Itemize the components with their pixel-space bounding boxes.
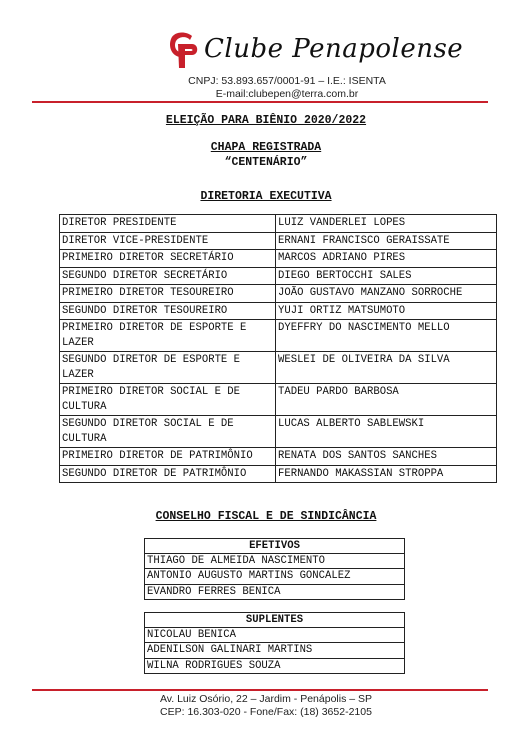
table-row	[60, 320, 497, 352]
cnpj-line: CNPJ: 53.893.657/0001-91 – I.E.: ISENTA	[188, 75, 386, 87]
member-name-cell: DIEGO BERTOCCHI SALES	[276, 267, 497, 285]
member-name: EVANDRO FERRES BENICA	[145, 584, 405, 599]
list-item	[145, 569, 405, 584]
member-name-cell: MARCOS ADRIANO PIRES	[276, 250, 497, 268]
member-name-cell: LUIZ VANDERLEI LOPES	[276, 215, 497, 233]
role-cell: PRIMEIRO DIRETOR TESOUREIRO	[60, 285, 276, 303]
member-name-cell: YUJI ORTIZ MATSUMOTO	[276, 302, 497, 320]
club-name: Clube Penapolense	[204, 34, 464, 64]
table-row	[60, 465, 497, 483]
member-name: THIAGO DE ALMEIDA NASCIMENTO	[145, 554, 405, 569]
table-row	[60, 285, 497, 303]
list-item	[145, 584, 405, 599]
member-name: NICOLAU BENICA	[145, 628, 405, 643]
role-cell: PRIMEIRO DIRETOR SECRETÁRIO	[60, 250, 276, 268]
table-row	[60, 448, 497, 466]
page-title: ELEIÇÃO PARA BIÊNIO 2020/2022	[165, 114, 367, 127]
letterhead	[0, 0, 532, 104]
efetivos-header-row	[145, 539, 405, 554]
member-name-cell: WESLEI DE OLIVEIRA DA SILVA	[276, 352, 497, 384]
list-item	[145, 658, 405, 673]
role-cell: DIRETOR VICE-PRESIDENTE	[60, 232, 276, 250]
footer-address: Av. Luiz Osório, 22 – Jardim - Penápolis – SP	[159, 693, 373, 705]
diretoria-heading: DIRETORIA EXECUTIVA	[200, 190, 332, 203]
footer-contact: CEP: 16.303-020 - Fone/Fax: (18) 3652-2105	[160, 706, 372, 718]
chapa-name: “CENTENÁRIO”	[224, 156, 308, 169]
member-name: ADENILSON GALINARI MARTINS	[145, 643, 405, 658]
table-row	[60, 215, 497, 233]
role-cell: SEGUNDO DIRETOR TESOUREIRO	[60, 302, 276, 320]
cp-monogram-logo-icon	[166, 30, 200, 70]
footer-divider	[32, 689, 488, 691]
suplentes-label: SUPLENTES	[145, 613, 405, 628]
role-cell: SEGUNDO DIRETOR DE ESPORTE E LAZER	[60, 352, 276, 384]
chapa-label: CHAPA REGISTRADA	[210, 141, 322, 154]
diretoria-table	[59, 214, 497, 483]
member-name-cell: RENATA DOS SANTOS SANCHES	[276, 448, 497, 466]
member-name-cell: ERNANI FRANCISCO GERAISSATE	[276, 232, 497, 250]
table-row	[60, 267, 497, 285]
member-name-cell: TADEU PARDO BARBOSA	[276, 384, 497, 416]
table-row	[60, 250, 497, 268]
table-row	[60, 302, 497, 320]
list-item	[145, 554, 405, 569]
role-cell: SEGUNDO DIRETOR SECRETÁRIO	[60, 267, 276, 285]
role-cell: SEGUNDO DIRETOR DE PATRIMÔNIO	[60, 465, 276, 483]
header-divider	[32, 101, 488, 103]
table-row	[60, 352, 497, 384]
role-cell: PRIMEIRO DIRETOR DE ESPORTE E LAZER	[60, 320, 276, 352]
role-cell: PRIMEIRO DIRETOR SOCIAL E DE CULTURA	[60, 384, 276, 416]
table-row	[60, 416, 497, 448]
role-cell: PRIMEIRO DIRETOR DE PATRIMÔNIO	[60, 448, 276, 466]
email-line: E-mail:clubepen@terra.com.br	[215, 88, 359, 100]
conselho-heading: CONSELHO FISCAL E DE SINDICÂNCIA	[155, 510, 377, 523]
suplentes-table	[144, 612, 405, 674]
list-item	[145, 628, 405, 643]
table-row	[60, 384, 497, 416]
member-name: WILNA RODRIGUES SOUZA	[145, 658, 405, 673]
suplentes-header-row	[145, 613, 405, 628]
member-name-cell: JOÃO GUSTAVO MANZANO SORROCHE	[276, 285, 497, 303]
member-name-cell: LUCAS ALBERTO SABLEWSKI	[276, 416, 497, 448]
member-name: ANTONIO AUGUSTO MARTINS GONCALEZ	[145, 569, 405, 584]
member-name-cell: DYEFFRY DO NASCIMENTO MELLO	[276, 320, 497, 352]
efetivos-table	[144, 538, 405, 600]
role-cell: SEGUNDO DIRETOR SOCIAL E DE CULTURA	[60, 416, 276, 448]
list-item	[145, 643, 405, 658]
role-cell: DIRETOR PRESIDENTE	[60, 215, 276, 233]
member-name-cell: FERNANDO MAKASSIAN STROPPA	[276, 465, 497, 483]
table-row	[60, 232, 497, 250]
efetivos-label: EFETIVOS	[145, 539, 405, 554]
